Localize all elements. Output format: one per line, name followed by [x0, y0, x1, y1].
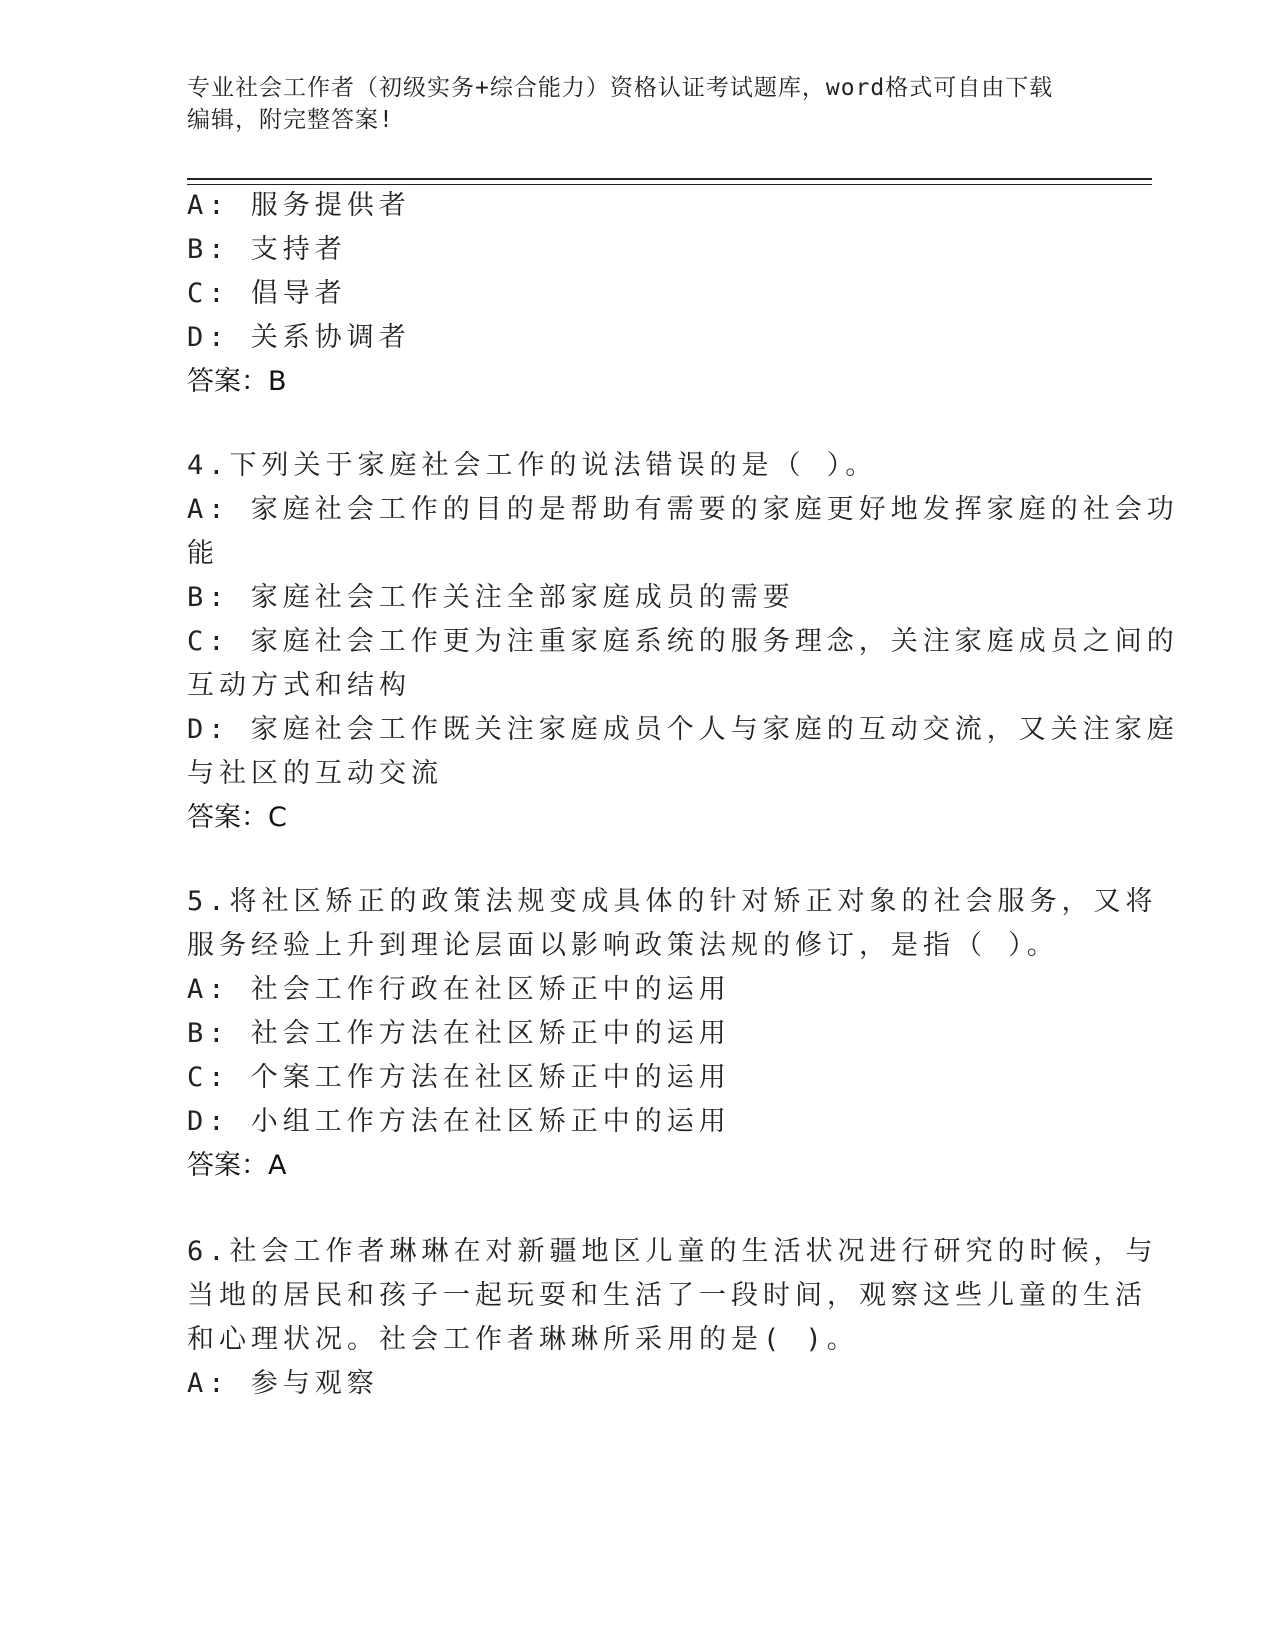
q5-answer: 答案：A: [187, 1150, 287, 1181]
q4-option-a-line2: 能: [187, 538, 219, 569]
header-line-1: 专业社会工作者（初级实务+综合能力）资格认证考试题库，word格式可自由下载: [187, 75, 1054, 101]
q5-stem-line1: 5.将社区矫正的政策法规变成具体的针对矫正对象的社会服务，又将: [187, 886, 1158, 917]
q4-answer: 答案：C: [187, 802, 287, 833]
q5-option-d: D: 小组工作方法在社区矫正中的运用: [187, 1106, 731, 1137]
q5-stem-line2: 服务经验上升到理论层面以影响政策法规的修订，是指（ ）。: [187, 930, 1059, 961]
header-rule-thick: [187, 178, 1152, 180]
q5-option-b: B: 社会工作方法在社区矫正中的运用: [187, 1018, 731, 1049]
document-header: [187, 72, 1087, 136]
q4-option-d-line2: 与社区的互动交流: [187, 758, 443, 789]
q3-option-c: C: 倡导者: [187, 278, 347, 309]
q6-stem-line1: 6.社会工作者琳琳在对新疆地区儿童的生活状况进行研究的时候，与: [187, 1236, 1158, 1267]
header-rule-thin: [187, 184, 1152, 185]
q5-option-a: A: 社会工作行政在社区矫正中的运用: [187, 974, 731, 1005]
q4-option-a-line1: A: 家庭社会工作的目的是帮助有需要的家庭更好地发挥家庭的社会功: [187, 494, 1179, 525]
q5-option-c: C: 个案工作方法在社区矫正中的运用: [187, 1062, 731, 1093]
q3-option-d: D: 关系协调者: [187, 322, 411, 353]
q3-option-a: A: 服务提供者: [187, 190, 411, 221]
q3-answer: 答案：B: [187, 366, 287, 397]
q4-option-c-line1: C: 家庭社会工作更为注重家庭系统的服务理念，关注家庭成员之间的: [187, 626, 1179, 657]
q4-option-d-line1: D: 家庭社会工作既关注家庭成员个人与家庭的互动交流，又关注家庭: [187, 714, 1179, 745]
q6-stem-line3: 和心理状况。社会工作者琳琳所采用的是( )。: [187, 1324, 859, 1355]
q6-stem-line2: 当地的居民和孩子一起玩耍和生活了一段时间，观察这些儿童的生活: [187, 1280, 1147, 1311]
header-line-2: 编辑，附完整答案!: [187, 107, 394, 133]
q6-option-a: A: 参与观察: [187, 1368, 379, 1399]
q4-option-b: B: 家庭社会工作关注全部家庭成员的需要: [187, 582, 795, 613]
q3-option-b: B: 支持者: [187, 234, 347, 265]
q4-stem: 4.下列关于家庭社会工作的说法错误的是（ ）。: [187, 450, 878, 481]
q4-option-c-line2: 互动方式和结构: [187, 670, 411, 701]
